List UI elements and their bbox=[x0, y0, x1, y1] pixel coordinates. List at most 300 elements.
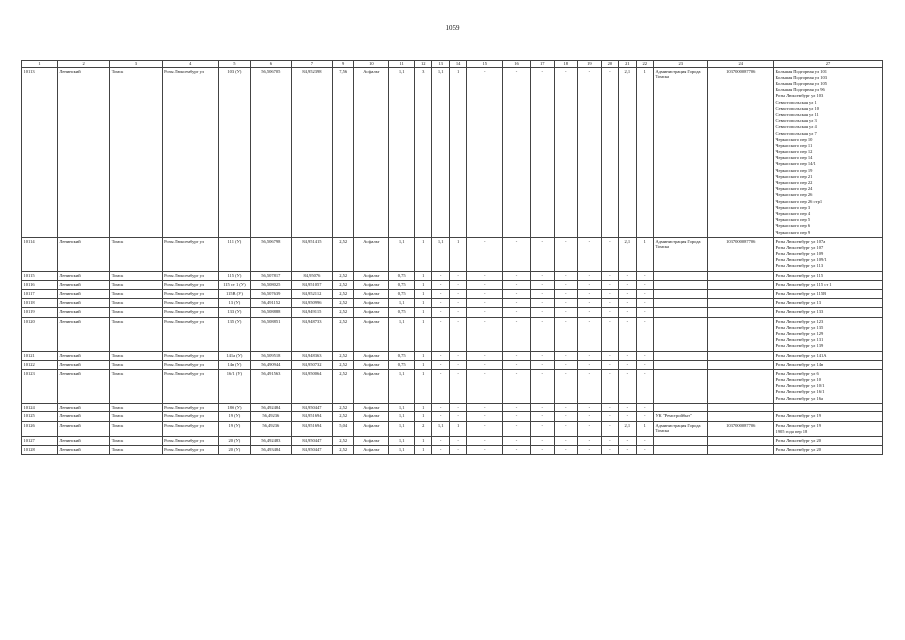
table-cell: - bbox=[432, 412, 449, 421]
table-cell: 84,950996 bbox=[291, 299, 332, 308]
table-cell: - bbox=[578, 308, 602, 317]
address-item: Розы Люксембург ул 6 bbox=[775, 370, 819, 376]
address-list-cell bbox=[774, 308, 883, 317]
table-cell: Асфальт bbox=[354, 421, 389, 436]
table-cell: 2,52 bbox=[332, 360, 354, 369]
table-cell: - bbox=[530, 299, 554, 308]
table-cell: 1 bbox=[414, 290, 431, 299]
address-item: Розы Люксембург ул 107а bbox=[775, 238, 826, 244]
table-cell: Асфальт bbox=[354, 237, 389, 271]
table-cell bbox=[654, 290, 708, 299]
table-cell: - bbox=[503, 280, 531, 289]
table-cell bbox=[708, 403, 774, 412]
table-cell: Розы Люксембург ул bbox=[162, 299, 218, 308]
table-cell: - bbox=[503, 403, 531, 412]
table-cell: 135 (У) bbox=[219, 317, 251, 351]
table-cell: 13 (У) bbox=[219, 299, 251, 308]
table-cell: 1 bbox=[414, 437, 431, 446]
table-cell: - bbox=[619, 403, 636, 412]
table-cell: - bbox=[530, 403, 554, 412]
table-cell: Асфальт bbox=[354, 308, 389, 317]
table-cell: 56,492484 bbox=[250, 403, 291, 412]
table-cell: - bbox=[503, 67, 531, 237]
table-cell: 7,56 bbox=[332, 67, 354, 237]
table-row bbox=[22, 280, 883, 289]
address-list-cell bbox=[774, 351, 883, 360]
table-cell: - bbox=[432, 308, 449, 317]
address-item: Большая Подгорная ул 101 bbox=[775, 68, 827, 74]
table-cell: 133 (У) bbox=[219, 308, 251, 317]
table-cell: - bbox=[619, 271, 636, 280]
table-cell: 1037000087706 bbox=[708, 67, 774, 237]
table-cell: 1 bbox=[636, 237, 653, 271]
table-cell: - bbox=[467, 299, 503, 308]
table-cell: 84,951694 bbox=[291, 412, 332, 421]
address-list-cell bbox=[774, 360, 883, 369]
column-header: 11 bbox=[389, 61, 415, 68]
table-cell: 56,491563 bbox=[250, 369, 291, 403]
table-cell: 1,1 bbox=[389, 437, 415, 446]
table-cell: 1 bbox=[414, 280, 431, 289]
address-item: Розы Люксембург ул 131 bbox=[775, 337, 824, 343]
column-header: 22 bbox=[636, 61, 653, 68]
table-cell: 2,52 bbox=[332, 351, 354, 360]
table-cell bbox=[708, 351, 774, 360]
table-cell: 103 (У) bbox=[219, 67, 251, 237]
table-cell: Ленинский bbox=[57, 299, 109, 308]
table-cell bbox=[708, 299, 774, 308]
table-cell: - bbox=[467, 412, 503, 421]
table-cell: Розы Люксембург ул bbox=[162, 369, 218, 403]
table-cell: - bbox=[449, 290, 466, 299]
table-cell: Розы Люксембург ул bbox=[162, 317, 218, 351]
address-item: Розы Люксембург ул 16а bbox=[775, 395, 824, 401]
table-cell: - bbox=[432, 271, 449, 280]
table-cell: Асфальт bbox=[354, 280, 389, 289]
table-header-row bbox=[22, 61, 883, 68]
address-item: Розы Люксембург ул 19 bbox=[775, 422, 822, 428]
table-cell bbox=[654, 360, 708, 369]
table-row bbox=[22, 369, 883, 403]
table-cell: - bbox=[467, 446, 503, 455]
address-item: Большая Подгорная ул 96 bbox=[775, 87, 825, 93]
table-cell: Розы Люксембург ул bbox=[162, 290, 218, 299]
table-cell: 1 bbox=[636, 67, 653, 237]
table-cell: Ленинский bbox=[57, 437, 109, 446]
table-cell: - bbox=[601, 317, 618, 351]
table-cell: 1 bbox=[636, 421, 653, 436]
table-cell: - bbox=[578, 437, 602, 446]
table-cell: Асфальт bbox=[354, 369, 389, 403]
table-cell: Томск bbox=[110, 351, 162, 360]
column-header: 6 bbox=[250, 61, 291, 68]
table-cell: 84,952112 bbox=[291, 290, 332, 299]
address-item: Большая Подгорная ул 105 bbox=[775, 81, 827, 86]
table-row bbox=[22, 67, 883, 237]
table-cell: - bbox=[578, 290, 602, 299]
table-cell: - bbox=[449, 308, 466, 317]
column-header: 3 bbox=[110, 61, 162, 68]
column-header: 16 bbox=[503, 61, 531, 68]
table-cell: - bbox=[636, 412, 653, 421]
table-cell bbox=[654, 308, 708, 317]
table-cell: - bbox=[601, 421, 618, 436]
address-item: Розы Люксембург ул 20 bbox=[775, 438, 822, 443]
table-cell: - bbox=[432, 280, 449, 289]
table-cell: - bbox=[636, 369, 653, 403]
table-cell: - bbox=[432, 369, 449, 403]
table-cell: 2,52 bbox=[332, 369, 354, 403]
table-cell: Ленинский bbox=[57, 280, 109, 289]
table-cell: Асфальт bbox=[354, 351, 389, 360]
table-cell: - bbox=[554, 280, 578, 289]
table-cell: Ленинский bbox=[57, 67, 109, 237]
table-cell: 1,1 bbox=[432, 421, 449, 436]
table-cell: - bbox=[554, 369, 578, 403]
table-cell: 2,52 bbox=[332, 237, 354, 271]
address-item: Черкасского пер 5 bbox=[775, 217, 811, 223]
address-item: Розы Люксембург ул 129 bbox=[775, 330, 824, 336]
address-item: Розы Люксембург ул 16/1 bbox=[775, 389, 825, 395]
table-cell: - bbox=[578, 317, 602, 351]
table-cell: - bbox=[601, 369, 618, 403]
table-row bbox=[22, 290, 883, 299]
table-cell: - bbox=[467, 237, 503, 271]
table-cell: 84,952398 bbox=[291, 67, 332, 237]
table-cell: Асфальт bbox=[354, 299, 389, 308]
address-item: Черкасского пер 26 стр1 bbox=[775, 198, 823, 204]
table-cell: - bbox=[601, 299, 618, 308]
table-cell: 84,951057 bbox=[291, 280, 332, 289]
table-cell: Томск bbox=[110, 290, 162, 299]
table-cell: - bbox=[432, 317, 449, 351]
table-cell: 2 bbox=[414, 421, 431, 436]
table-cell: - bbox=[601, 412, 618, 421]
table-cell: Асфальт bbox=[354, 403, 389, 412]
table-cell: - bbox=[467, 351, 503, 360]
address-list-cell bbox=[774, 437, 883, 446]
table-cell: Розы Люксембург ул bbox=[162, 403, 218, 412]
table-cell: 10122 bbox=[22, 360, 58, 369]
table-cell: - bbox=[636, 317, 653, 351]
table-cell: 1,1 bbox=[389, 369, 415, 403]
table-cell: 10121 bbox=[22, 351, 58, 360]
table-cell: Асфальт bbox=[354, 290, 389, 299]
table-cell: Ленинский bbox=[57, 290, 109, 299]
table-cell: - bbox=[601, 446, 618, 455]
table-cell: - bbox=[636, 299, 653, 308]
table-cell: Ленинский bbox=[57, 237, 109, 271]
table-cell: Ленинский bbox=[57, 446, 109, 455]
table-cell: 1 bbox=[414, 412, 431, 421]
table-cell: 10126 bbox=[22, 421, 58, 436]
table-cell: - bbox=[578, 67, 602, 237]
table-cell: 1,1 bbox=[389, 237, 415, 271]
table-cell: 1037000087706 bbox=[708, 237, 774, 271]
column-header: 23 bbox=[654, 61, 708, 68]
table-cell bbox=[708, 290, 774, 299]
table-row bbox=[22, 421, 883, 436]
table-cell: - bbox=[449, 280, 466, 289]
address-list-cell bbox=[774, 280, 883, 289]
table-cell: Томск bbox=[110, 446, 162, 455]
table-cell: - bbox=[530, 308, 554, 317]
table-cell: - bbox=[619, 290, 636, 299]
table-cell: - bbox=[619, 299, 636, 308]
column-header: 10 bbox=[354, 61, 389, 68]
table-cell: 56,492483 bbox=[250, 437, 291, 446]
table-cell: - bbox=[530, 271, 554, 280]
table-row bbox=[22, 403, 883, 412]
table-cell: Асфальт bbox=[354, 317, 389, 351]
table-cell: - bbox=[503, 317, 531, 351]
table-cell: Ленинский bbox=[57, 421, 109, 436]
table-cell: - bbox=[619, 412, 636, 421]
table-cell: - bbox=[554, 299, 578, 308]
table-cell: 10118 bbox=[22, 299, 58, 308]
table-cell: 1 bbox=[449, 237, 466, 271]
table-cell: 10128 bbox=[22, 446, 58, 455]
table-cell: 19 (У) bbox=[219, 412, 251, 421]
table-cell: - bbox=[554, 421, 578, 436]
column-header: 9 bbox=[332, 61, 354, 68]
column-header: 24 bbox=[708, 61, 774, 68]
table-cell: - bbox=[601, 290, 618, 299]
address-list-cell bbox=[774, 299, 883, 308]
address-item: Розы Люксембург ул 14в bbox=[775, 361, 824, 367]
address-item: Розы Люксембург ул 10 bbox=[775, 377, 822, 383]
table-cell: - bbox=[530, 280, 554, 289]
table-cell: - bbox=[601, 360, 618, 369]
table-cell: Асфальт bbox=[354, 437, 389, 446]
table-cell: - bbox=[619, 308, 636, 317]
table-cell: - bbox=[554, 412, 578, 421]
table-cell: 56,507817 bbox=[250, 271, 291, 280]
address-item: Севастопольская ул 3 bbox=[775, 118, 817, 124]
table-cell: - bbox=[467, 317, 503, 351]
table-cell: - bbox=[554, 271, 578, 280]
address-list-cell bbox=[774, 290, 883, 299]
address-list-cell bbox=[774, 403, 883, 412]
table-cell: 10119 bbox=[22, 308, 58, 317]
table-cell: Асфальт bbox=[354, 412, 389, 421]
address-item: Розы Люксембург ул 19 bbox=[775, 413, 822, 419]
table-cell: - bbox=[601, 308, 618, 317]
table-cell: 1 bbox=[414, 360, 431, 369]
table-cell: 10113 bbox=[22, 67, 58, 237]
table-cell: УК "Ремстройбыт" bbox=[654, 412, 708, 421]
table-cell: 56,491152 bbox=[250, 299, 291, 308]
table-cell: - bbox=[530, 317, 554, 351]
table-cell: 16/1 (У) bbox=[219, 369, 251, 403]
table-cell: 20 (У) bbox=[219, 446, 251, 455]
table-cell: Томск bbox=[110, 271, 162, 280]
table-cell bbox=[654, 351, 708, 360]
table-cell: - bbox=[530, 290, 554, 299]
table-cell: - bbox=[636, 271, 653, 280]
table-cell: 2,52 bbox=[332, 280, 354, 289]
address-item: Черкасского пер 14 bbox=[775, 155, 813, 161]
table-cell: - bbox=[530, 446, 554, 455]
table-cell: 115В (У) bbox=[219, 290, 251, 299]
address-list-cell bbox=[774, 67, 883, 237]
table-cell: - bbox=[554, 403, 578, 412]
address-item: Розы Люксембург ул 20 bbox=[775, 447, 822, 453]
table-cell: 10124 bbox=[22, 403, 58, 412]
table-cell: - bbox=[530, 237, 554, 271]
table-cell: 84,951694 bbox=[291, 421, 332, 436]
table-cell: 19 (У) bbox=[219, 421, 251, 436]
table-row bbox=[22, 360, 883, 369]
table-cell: Ленинский bbox=[57, 351, 109, 360]
table-cell: 2,52 bbox=[332, 437, 354, 446]
table-row bbox=[22, 317, 883, 351]
column-header: 13 bbox=[432, 61, 449, 68]
table-cell: - bbox=[578, 271, 602, 280]
column-header: 2 bbox=[57, 61, 109, 68]
table-cell: - bbox=[503, 237, 531, 271]
table-cell: - bbox=[636, 351, 653, 360]
table-cell: Томск bbox=[110, 299, 162, 308]
address-list-cell bbox=[774, 421, 883, 436]
table-cell: Ленинский bbox=[57, 369, 109, 403]
table-cell: - bbox=[503, 360, 531, 369]
table-cell: 115 ст 1 (У) bbox=[219, 280, 251, 289]
registry-table bbox=[21, 60, 883, 455]
table-cell: Томск bbox=[110, 308, 162, 317]
table-cell: - bbox=[578, 237, 602, 271]
table-cell: - bbox=[467, 290, 503, 299]
table-cell: 2,52 bbox=[332, 308, 354, 317]
table-cell: 2,52 bbox=[332, 271, 354, 280]
table-cell: - bbox=[619, 360, 636, 369]
address-item: Черкасского пер 4 bbox=[775, 210, 811, 216]
table-row bbox=[22, 271, 883, 280]
table-cell: 141а (У) bbox=[219, 351, 251, 360]
table-cell: Ленинский bbox=[57, 317, 109, 351]
address-item: Розы Люксембург ул 13 bbox=[775, 300, 822, 306]
table-cell bbox=[654, 271, 708, 280]
table-cell: 56,49236 bbox=[250, 421, 291, 436]
table-cell: 5,04 bbox=[332, 421, 354, 436]
table-cell: 84,948733 bbox=[291, 317, 332, 351]
address-item: Черкасского пер 9 bbox=[775, 229, 811, 235]
table-cell: 1 bbox=[414, 237, 431, 271]
table-cell: - bbox=[467, 308, 503, 317]
table-cell: - bbox=[503, 437, 531, 446]
table-cell bbox=[708, 412, 774, 421]
table-cell: - bbox=[467, 421, 503, 436]
column-header: 17 bbox=[530, 61, 554, 68]
table-cell: Розы Люксембург ул bbox=[162, 308, 218, 317]
address-item: Черкасского пер 12 bbox=[775, 149, 813, 155]
table-cell: - bbox=[467, 369, 503, 403]
table-cell: - bbox=[530, 351, 554, 360]
table-cell: 1,1 bbox=[389, 67, 415, 237]
registry-sheet bbox=[21, 60, 883, 455]
table-cell: - bbox=[578, 299, 602, 308]
table-cell: - bbox=[578, 403, 602, 412]
table-cell: - bbox=[578, 421, 602, 436]
table-row bbox=[22, 299, 883, 308]
table-cell: 1,1 bbox=[389, 412, 415, 421]
table-row bbox=[22, 437, 883, 446]
table-cell: - bbox=[449, 437, 466, 446]
table-cell bbox=[708, 437, 774, 446]
table-cell: 1 bbox=[414, 271, 431, 280]
table-cell: 2,1 bbox=[619, 421, 636, 436]
table-cell: - bbox=[636, 437, 653, 446]
table-cell: Розы Люксембург ул bbox=[162, 67, 218, 237]
table-cell: - bbox=[601, 437, 618, 446]
table-cell: 0,75 bbox=[389, 351, 415, 360]
table-row bbox=[22, 237, 883, 271]
table-cell: 84,950447 bbox=[291, 437, 332, 446]
table-cell: 84,950064 bbox=[291, 369, 332, 403]
address-item: Розы Люксембург ул 103 bbox=[775, 93, 824, 99]
table-cell: - bbox=[554, 317, 578, 351]
table-cell: Ленинский bbox=[57, 412, 109, 421]
table-cell: - bbox=[467, 437, 503, 446]
table-cell: - bbox=[449, 299, 466, 308]
table-cell: - bbox=[449, 446, 466, 455]
table-cell: 1 bbox=[414, 446, 431, 455]
table-cell bbox=[708, 280, 774, 289]
table-cell: 1,1 bbox=[389, 403, 415, 412]
address-item: Черкасского пер 26 bbox=[775, 192, 813, 198]
table-cell: - bbox=[619, 446, 636, 455]
table-cell: - bbox=[530, 437, 554, 446]
table-cell: - bbox=[554, 67, 578, 237]
address-list-cell bbox=[774, 369, 883, 403]
table-cell: 1 bbox=[414, 299, 431, 308]
table-cell: - bbox=[503, 421, 531, 436]
table-cell: 10125 bbox=[22, 412, 58, 421]
table-cell: 1,1 bbox=[389, 421, 415, 436]
table-cell: Ленинский bbox=[57, 308, 109, 317]
table-cell: Томск bbox=[110, 403, 162, 412]
table-cell: 3 bbox=[414, 67, 431, 237]
table-cell: - bbox=[554, 290, 578, 299]
table-cell: 1 bbox=[414, 351, 431, 360]
table-cell: 1 bbox=[449, 421, 466, 436]
table-cell: 56,506705 bbox=[250, 67, 291, 237]
column-header: 15 bbox=[467, 61, 503, 68]
table-cell: 56,507639 bbox=[250, 290, 291, 299]
table-cell: - bbox=[636, 360, 653, 369]
table-cell: - bbox=[636, 290, 653, 299]
table-row bbox=[22, 446, 883, 455]
table-cell: Асфальт bbox=[354, 271, 389, 280]
column-header: 19 bbox=[578, 61, 602, 68]
table-cell: 84,948363 bbox=[291, 351, 332, 360]
table-cell: - bbox=[530, 67, 554, 237]
table-row bbox=[22, 308, 883, 317]
address-list-cell bbox=[774, 237, 883, 271]
table-cell: - bbox=[503, 299, 531, 308]
table-cell: Томск bbox=[110, 421, 162, 436]
table-cell bbox=[654, 403, 708, 412]
table-cell: 84,950447 bbox=[291, 403, 332, 412]
address-list-cell bbox=[774, 412, 883, 421]
table-cell: 10127 bbox=[22, 437, 58, 446]
address-item: Розы Люксембург ул 115 ст 1 bbox=[775, 281, 832, 287]
address-item: Севастопольская ул 4 bbox=[775, 124, 817, 130]
column-header: 7 bbox=[291, 61, 332, 68]
table-cell: - bbox=[449, 351, 466, 360]
table-cell: 2,52 bbox=[332, 446, 354, 455]
table-cell: - bbox=[601, 280, 618, 289]
